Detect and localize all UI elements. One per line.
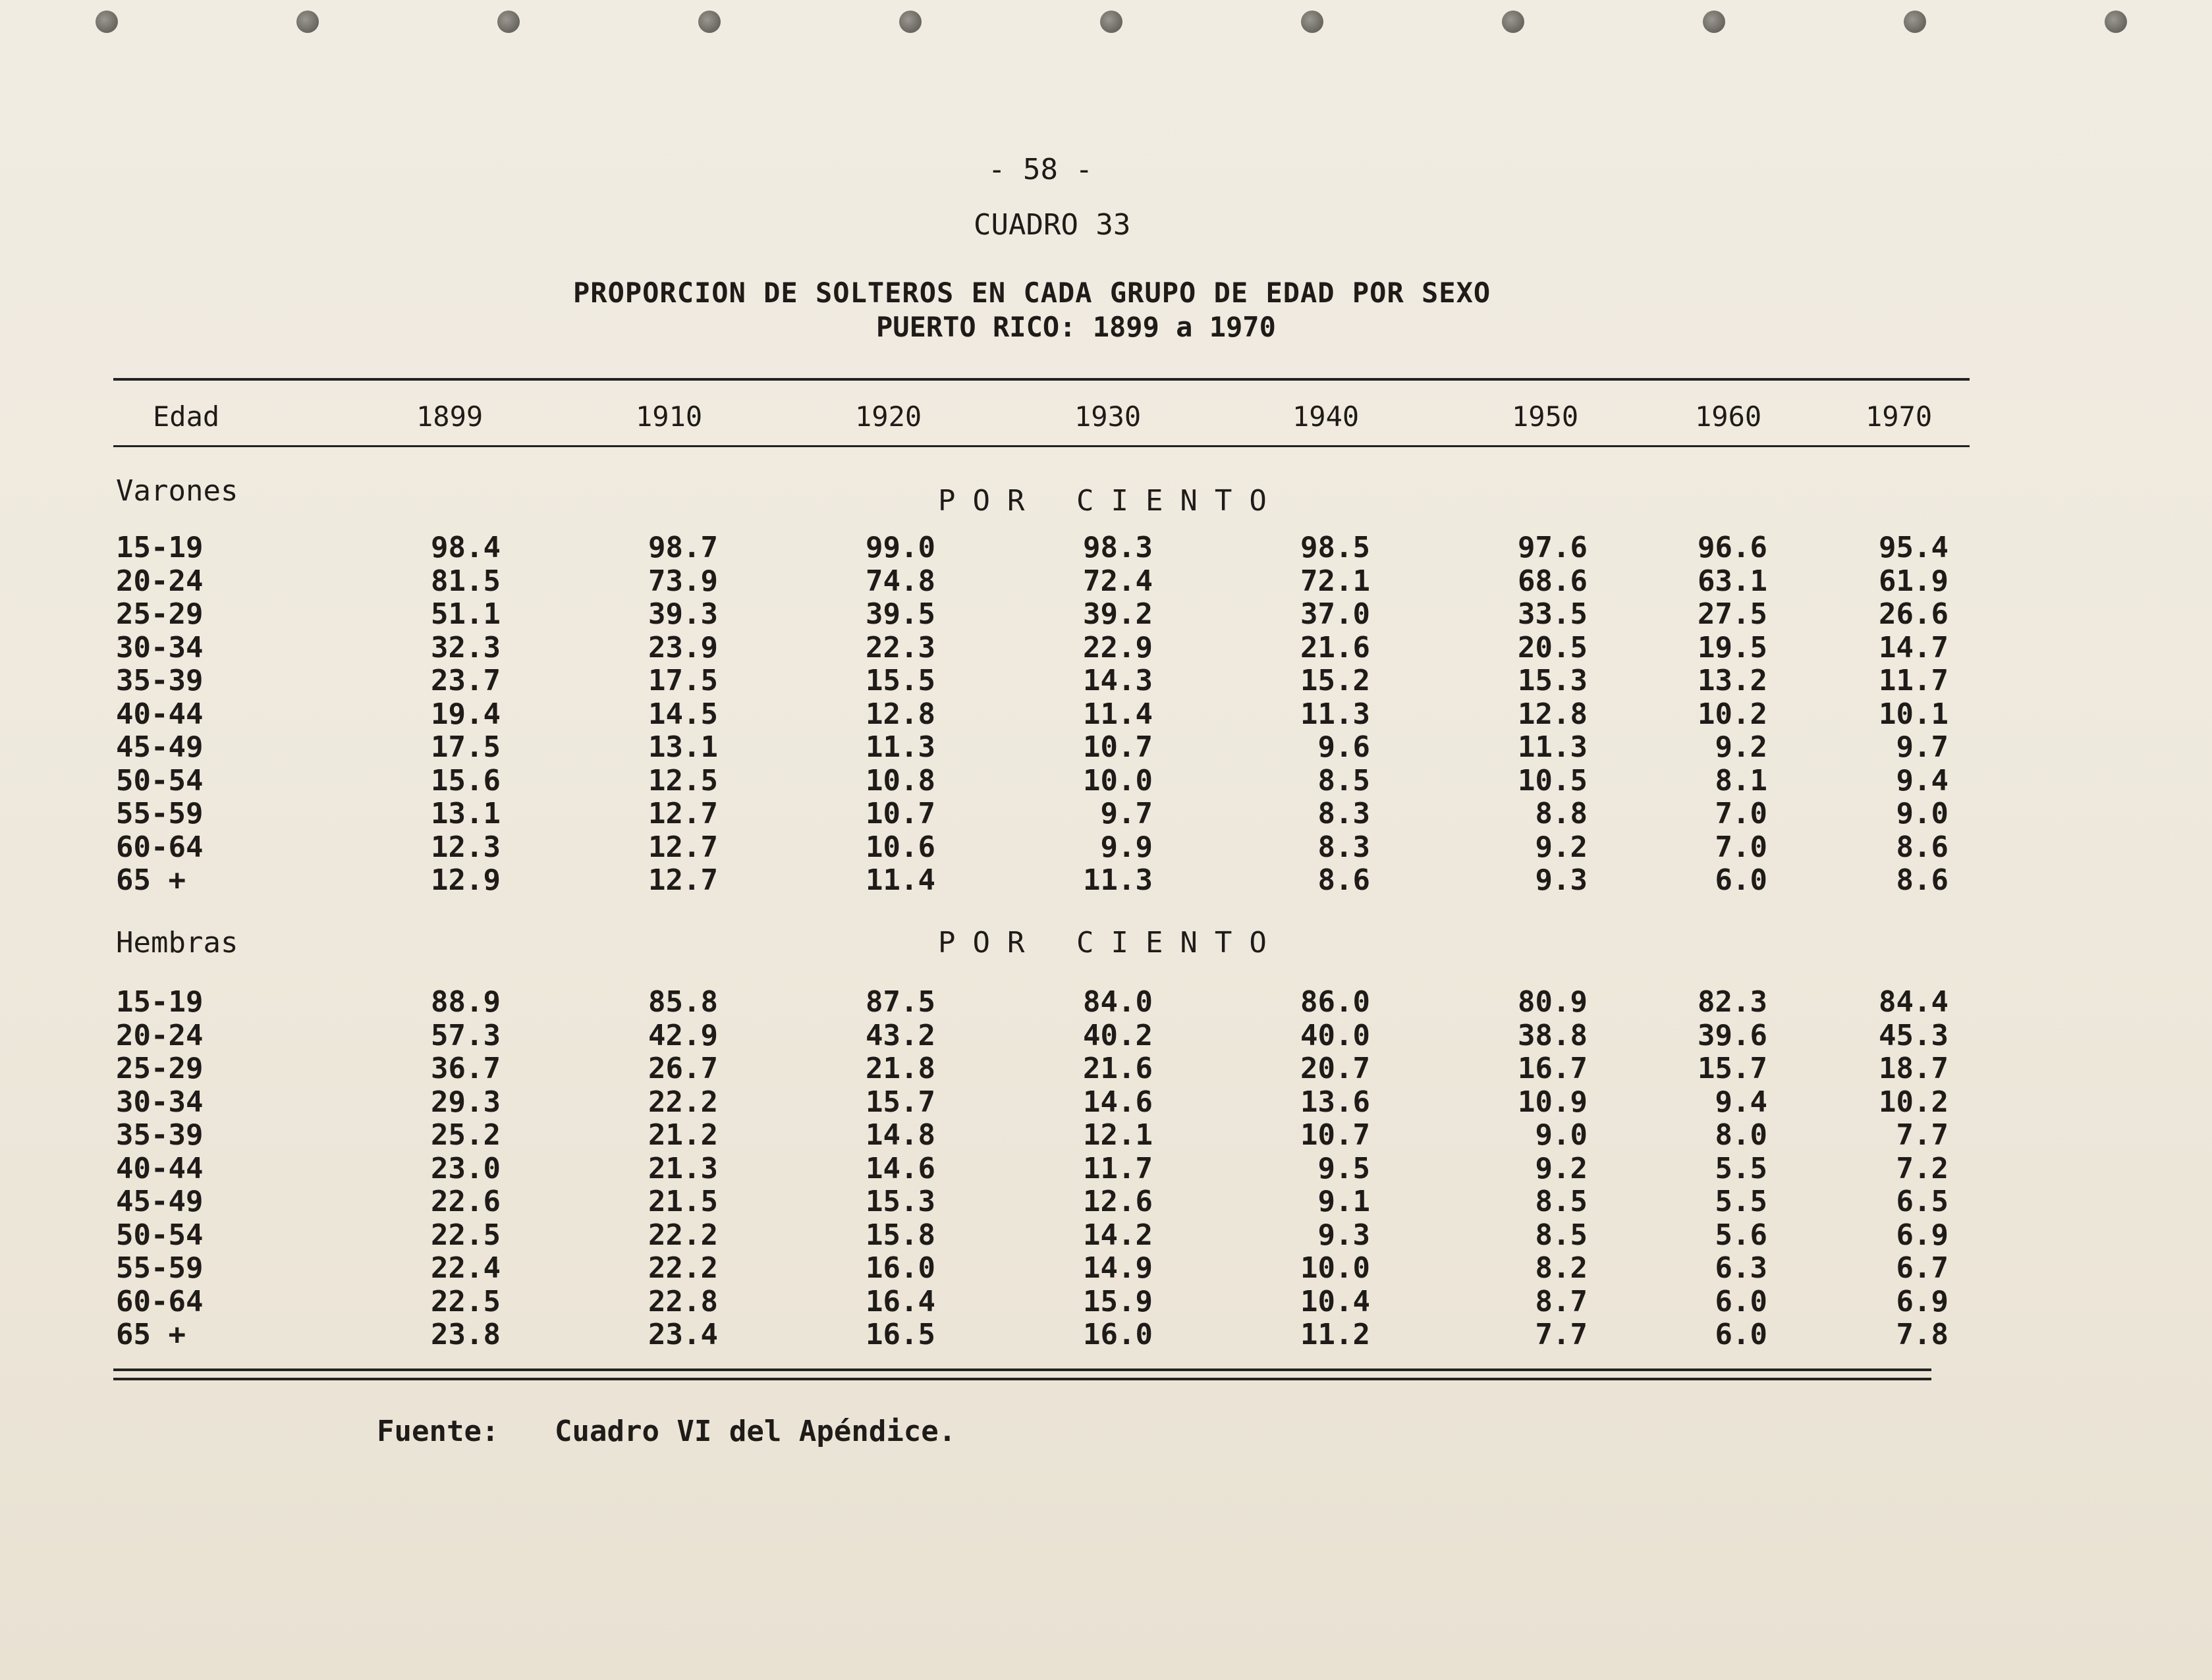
table-row <box>0 531 2212 564</box>
value-cell-1920: 14.6 <box>866 1151 935 1185</box>
value-cell-1960: 6.0 <box>1715 1318 1767 1351</box>
value-cell-1930: 12.1 <box>1083 1118 1153 1152</box>
value-cell-1940: 98.5 <box>1300 531 1370 564</box>
value-cell-1920: 87.5 <box>866 985 935 1019</box>
header-rule <box>113 445 1970 447</box>
value-cell-1960: 6.3 <box>1715 1251 1767 1285</box>
value-cell-1930: 21.6 <box>1083 1052 1153 1085</box>
value-cell-1940: 13.6 <box>1300 1085 1370 1119</box>
value-cell-1940: 9.1 <box>1317 1185 1370 1218</box>
table-subtitle: PUERTO RICO: 1899 a 1970 <box>876 311 1276 343</box>
age-group-cell: 20-24 <box>116 1018 204 1052</box>
value-cell-1930: 9.7 <box>1100 797 1153 830</box>
value-cell-1940: 9.5 <box>1317 1151 1370 1185</box>
value-cell-1910: 21.3 <box>648 1151 718 1185</box>
binder-holes <box>0 11 2212 37</box>
value-cell-1950: 11.3 <box>1518 730 1588 764</box>
value-cell-1910: 98.7 <box>648 531 718 564</box>
value-cell-1970: 95.4 <box>1879 531 1949 564</box>
value-cell-1899: 17.5 <box>431 730 501 764</box>
value-cell-1930: 14.9 <box>1083 1251 1153 1285</box>
value-cell-1910: 13.1 <box>648 730 718 764</box>
age-group-cell: 45-49 <box>116 730 204 764</box>
value-cell-1910: 12.5 <box>648 763 718 798</box>
value-cell-1950: 38.8 <box>1518 1018 1588 1052</box>
value-cell-1950: 9.3 <box>1535 863 1588 897</box>
value-cell-1970: 45.3 <box>1879 1018 1949 1052</box>
value-cell-1930: 14.6 <box>1083 1085 1153 1119</box>
age-group-cell: 45-49 <box>116 1185 204 1218</box>
value-cell-1950: 8.8 <box>1535 797 1588 830</box>
table-title: PROPORCION DE SOLTEROS EN CADA GRUPO DE EDAD POR SEXO <box>573 277 1491 309</box>
value-cell-1960: 5.5 <box>1715 1151 1767 1185</box>
value-cell-1910: 39.3 <box>648 597 718 631</box>
value-cell-1970: 8.6 <box>1896 830 1949 864</box>
value-cell-1970: 18.7 <box>1879 1052 1949 1085</box>
value-cell-1960: 10.2 <box>1698 697 1767 731</box>
value-cell-1940: 37.0 <box>1300 597 1370 631</box>
binder-hole <box>296 11 319 33</box>
value-cell-1960: 9.2 <box>1715 730 1767 764</box>
value-cell-1920: 10.8 <box>866 763 935 798</box>
value-cell-1930: 9.9 <box>1100 830 1153 864</box>
value-cell-1960: 7.0 <box>1715 797 1767 830</box>
value-cell-1910: 12.7 <box>648 863 718 897</box>
value-cell-1910: 22.2 <box>648 1251 718 1285</box>
value-cell-1970: 26.6 <box>1879 597 1949 631</box>
value-cell-1920: 11.3 <box>866 730 935 764</box>
value-cell-1960: 96.6 <box>1698 531 1767 564</box>
value-cell-1910: 23.4 <box>648 1318 718 1351</box>
table-row <box>0 1251 2212 1284</box>
value-cell-1940: 8.3 <box>1317 830 1370 864</box>
value-cell-1930: 12.6 <box>1083 1185 1153 1218</box>
value-cell-1940: 40.0 <box>1300 1018 1370 1052</box>
binder-hole <box>1703 11 1725 33</box>
age-group-cell: 55-59 <box>116 1251 204 1285</box>
value-cell-1920: 22.3 <box>866 630 935 664</box>
value-cell-1899: 12.3 <box>431 830 501 864</box>
value-cell-1940: 11.3 <box>1300 697 1370 731</box>
value-cell-1950: 9.0 <box>1535 1118 1588 1152</box>
value-cell-1950: 7.7 <box>1535 1318 1588 1351</box>
age-group-cell: 15-19 <box>116 985 204 1019</box>
value-cell-1899: 22.5 <box>431 1284 501 1318</box>
value-cell-1960: 6.0 <box>1715 1284 1767 1318</box>
value-cell-1930: 84.0 <box>1083 985 1153 1019</box>
value-cell-1899: 51.1 <box>431 597 501 631</box>
header-year-1930: 1930 <box>1074 400 1142 433</box>
value-cell-1960: 5.5 <box>1715 1185 1767 1218</box>
table-row <box>0 664 2212 697</box>
value-cell-1950: 8.7 <box>1535 1284 1588 1318</box>
value-cell-1970: 84.4 <box>1879 985 1949 1019</box>
value-cell-1940: 9.3 <box>1317 1218 1370 1252</box>
value-cell-1930: 10.7 <box>1083 730 1153 764</box>
value-cell-1950: 15.3 <box>1518 664 1588 697</box>
table-row <box>0 730 2212 763</box>
table-row <box>0 863 2212 896</box>
value-cell-1970: 9.7 <box>1896 730 1949 764</box>
age-group-cell: 30-34 <box>116 1085 204 1119</box>
value-cell-1899: 36.7 <box>431 1052 501 1085</box>
table-row <box>0 1185 2212 1218</box>
value-cell-1910: 22.8 <box>648 1284 718 1318</box>
value-cell-1910: 14.5 <box>648 697 718 731</box>
value-cell-1960: 15.7 <box>1698 1052 1767 1085</box>
value-cell-1899: 23.7 <box>431 664 501 697</box>
table-row <box>0 830 2212 863</box>
age-group-cell: 65 + <box>116 1318 186 1351</box>
value-cell-1940: 8.5 <box>1317 763 1370 798</box>
value-cell-1920: 10.6 <box>866 830 935 864</box>
value-cell-1950: 10.5 <box>1518 763 1588 798</box>
value-cell-1930: 39.2 <box>1083 597 1153 631</box>
value-cell-1960: 19.5 <box>1698 630 1767 664</box>
age-group-cell: 25-29 <box>116 597 204 631</box>
value-cell-1940: 15.2 <box>1300 664 1370 697</box>
bottom-rule-lower <box>113 1378 1931 1380</box>
section-label-varones: Varones <box>116 474 238 508</box>
header-year-1960: 1960 <box>1695 400 1762 433</box>
page-number: - 58 - <box>988 153 1093 186</box>
value-cell-1920: 16.5 <box>866 1318 935 1351</box>
value-cell-1899: 98.4 <box>431 531 501 564</box>
value-cell-1970: 6.7 <box>1896 1251 1949 1285</box>
value-cell-1960: 8.1 <box>1715 763 1767 798</box>
value-cell-1930: 40.2 <box>1083 1018 1153 1052</box>
header-year-1940: 1940 <box>1292 400 1360 433</box>
value-cell-1910: 17.5 <box>648 664 718 697</box>
value-cell-1920: 16.4 <box>866 1284 935 1318</box>
binder-hole <box>1100 11 1122 33</box>
table-row <box>0 764 2212 797</box>
value-cell-1960: 9.4 <box>1715 1085 1767 1119</box>
value-cell-1899: 29.3 <box>431 1085 501 1119</box>
value-cell-1950: 97.6 <box>1518 531 1588 564</box>
value-cell-1920: 12.8 <box>866 697 935 731</box>
value-cell-1899: 12.9 <box>431 863 501 897</box>
value-cell-1899: 32.3 <box>431 630 501 664</box>
value-cell-1970: 9.4 <box>1896 763 1949 798</box>
value-cell-1920: 74.8 <box>866 564 935 598</box>
value-cell-1970: 11.7 <box>1879 664 1949 697</box>
header-year-1910: 1910 <box>636 400 703 433</box>
table-row <box>0 985 2212 1018</box>
value-cell-1940: 86.0 <box>1300 985 1370 1019</box>
value-cell-1950: 8.2 <box>1535 1251 1588 1285</box>
age-group-cell: 60-64 <box>116 830 204 864</box>
binder-hole <box>1502 11 1524 33</box>
value-cell-1950: 9.2 <box>1535 1151 1588 1185</box>
age-group-cell: 40-44 <box>116 1151 204 1185</box>
value-cell-1960: 8.0 <box>1715 1118 1767 1152</box>
table-row <box>0 1118 2212 1151</box>
table-row <box>0 1318 2212 1351</box>
value-cell-1960: 5.6 <box>1715 1218 1767 1252</box>
value-cell-1940: 9.6 <box>1317 730 1370 764</box>
value-cell-1910: 23.9 <box>648 630 718 664</box>
table-row <box>0 564 2212 597</box>
value-cell-1950: 8.5 <box>1535 1185 1588 1218</box>
value-cell-1920: 43.2 <box>866 1018 935 1052</box>
unit-label-varones: POR CIENTO <box>938 484 1284 518</box>
value-cell-1960: 63.1 <box>1698 564 1767 598</box>
table-row <box>0 1218 2212 1251</box>
value-cell-1920: 16.0 <box>866 1251 935 1285</box>
table-row <box>0 1052 2212 1085</box>
binder-hole <box>2105 11 2127 33</box>
value-cell-1950: 80.9 <box>1518 985 1588 1019</box>
value-cell-1940: 11.2 <box>1300 1318 1370 1351</box>
value-cell-1930: 22.9 <box>1083 630 1153 664</box>
header-year-1899: 1899 <box>416 400 484 433</box>
header-age-label: Edad <box>153 400 220 433</box>
value-cell-1940: 72.1 <box>1300 564 1370 598</box>
value-cell-1970: 6.9 <box>1896 1218 1949 1252</box>
top-rule <box>113 378 1970 381</box>
value-cell-1930: 14.3 <box>1083 664 1153 697</box>
value-cell-1960: 82.3 <box>1698 985 1767 1019</box>
age-group-cell: 40-44 <box>116 697 204 731</box>
source-label: Fuente: <box>377 1415 499 1448</box>
age-group-cell: 60-64 <box>116 1284 204 1318</box>
value-cell-1930: 11.4 <box>1083 697 1153 731</box>
age-group-cell: 30-34 <box>116 630 204 664</box>
binder-hole <box>698 11 721 33</box>
value-cell-1970: 10.2 <box>1879 1085 1949 1119</box>
value-cell-1920: 15.8 <box>866 1218 935 1252</box>
age-group-cell: 50-54 <box>116 763 204 798</box>
value-cell-1899: 13.1 <box>431 797 501 830</box>
value-cell-1899: 81.5 <box>431 564 501 598</box>
value-cell-1910: 22.2 <box>648 1218 718 1252</box>
bottom-rule-upper <box>113 1368 1931 1371</box>
value-cell-1970: 6.5 <box>1896 1185 1949 1218</box>
value-cell-1950: 20.5 <box>1518 630 1588 664</box>
value-cell-1910: 21.2 <box>648 1118 718 1152</box>
value-cell-1970: 9.0 <box>1896 797 1949 830</box>
value-cell-1920: 11.4 <box>866 863 935 897</box>
value-cell-1930: 11.3 <box>1083 863 1153 897</box>
value-cell-1950: 8.5 <box>1535 1218 1588 1252</box>
value-cell-1950: 9.2 <box>1535 830 1588 864</box>
value-cell-1899: 22.6 <box>431 1185 501 1218</box>
value-cell-1940: 10.4 <box>1300 1284 1370 1318</box>
value-cell-1899: 23.0 <box>431 1151 501 1185</box>
value-cell-1940: 10.0 <box>1300 1251 1370 1285</box>
value-cell-1899: 19.4 <box>431 697 501 731</box>
value-cell-1940: 10.7 <box>1300 1118 1370 1152</box>
binder-hole <box>497 11 520 33</box>
value-cell-1910: 12.7 <box>648 797 718 830</box>
value-cell-1910: 73.9 <box>648 564 718 598</box>
value-cell-1899: 88.9 <box>431 985 501 1019</box>
value-cell-1910: 12.7 <box>648 830 718 864</box>
header-year-1950: 1950 <box>1512 400 1579 433</box>
value-cell-1910: 42.9 <box>648 1018 718 1052</box>
value-cell-1920: 15.7 <box>866 1085 935 1119</box>
value-cell-1920: 10.7 <box>866 797 935 830</box>
value-cell-1940: 21.6 <box>1300 630 1370 664</box>
value-cell-1940: 20.7 <box>1300 1052 1370 1085</box>
age-group-cell: 65 + <box>116 863 186 897</box>
value-cell-1960: 7.0 <box>1715 830 1767 864</box>
value-cell-1910: 26.7 <box>648 1052 718 1085</box>
value-cell-1910: 21.5 <box>648 1185 718 1218</box>
value-cell-1899: 25.2 <box>431 1118 501 1152</box>
age-group-cell: 20-24 <box>116 564 204 598</box>
age-group-cell: 50-54 <box>116 1218 204 1252</box>
binder-hole <box>1904 11 1926 33</box>
value-cell-1910: 85.8 <box>648 985 718 1019</box>
binder-hole <box>1301 11 1323 33</box>
value-cell-1970: 14.7 <box>1879 630 1949 664</box>
value-cell-1930: 16.0 <box>1083 1318 1153 1351</box>
value-cell-1920: 99.0 <box>866 531 935 564</box>
age-group-cell: 15-19 <box>116 531 204 564</box>
table-row <box>0 1285 2212 1318</box>
value-cell-1950: 68.6 <box>1518 564 1588 598</box>
age-group-cell: 35-39 <box>116 664 204 697</box>
unit-label-hembras: POR CIENTO <box>938 926 1284 960</box>
header-year-1970: 1970 <box>1866 400 1933 433</box>
value-cell-1950: 10.9 <box>1518 1085 1588 1119</box>
value-cell-1970: 10.1 <box>1879 697 1949 731</box>
age-group-cell: 35-39 <box>116 1118 204 1152</box>
table-row <box>0 1152 2212 1185</box>
value-cell-1960: 6.0 <box>1715 863 1767 897</box>
binder-hole <box>96 11 118 33</box>
value-cell-1970: 8.6 <box>1896 863 1949 897</box>
value-cell-1899: 57.3 <box>431 1018 501 1052</box>
value-cell-1920: 15.5 <box>866 664 935 697</box>
value-cell-1960: 27.5 <box>1698 597 1767 631</box>
value-cell-1970: 7.2 <box>1896 1151 1949 1185</box>
source-text: Cuadro VI del Apéndice. <box>555 1415 956 1448</box>
table-label: CUADRO 33 <box>974 208 1131 242</box>
table-row <box>0 797 2212 830</box>
value-cell-1970: 7.7 <box>1896 1118 1949 1152</box>
value-cell-1899: 22.4 <box>431 1251 501 1285</box>
section-label-hembras: Hembras <box>116 926 238 960</box>
age-group-cell: 25-29 <box>116 1052 204 1085</box>
value-cell-1940: 8.3 <box>1317 797 1370 830</box>
value-cell-1920: 39.5 <box>866 597 935 631</box>
value-cell-1899: 23.8 <box>431 1318 501 1351</box>
table-row <box>0 631 2212 664</box>
value-cell-1899: 15.6 <box>431 763 501 798</box>
value-cell-1930: 11.7 <box>1083 1151 1153 1185</box>
value-cell-1970: 6.9 <box>1896 1284 1949 1318</box>
value-cell-1920: 15.3 <box>866 1185 935 1218</box>
table-row <box>0 597 2212 630</box>
binder-hole <box>899 11 922 33</box>
value-cell-1930: 14.2 <box>1083 1218 1153 1252</box>
value-cell-1970: 7.8 <box>1896 1318 1949 1351</box>
age-group-cell: 55-59 <box>116 797 204 830</box>
value-cell-1960: 39.6 <box>1698 1018 1767 1052</box>
value-cell-1970: 61.9 <box>1879 564 1949 598</box>
value-cell-1899: 22.5 <box>431 1218 501 1252</box>
value-cell-1920: 14.8 <box>866 1118 935 1152</box>
value-cell-1930: 15.9 <box>1083 1284 1153 1318</box>
table-row <box>0 697 2212 730</box>
value-cell-1930: 10.0 <box>1083 763 1153 798</box>
value-cell-1930: 72.4 <box>1083 564 1153 598</box>
value-cell-1950: 12.8 <box>1518 697 1588 731</box>
table-row <box>0 1019 2212 1052</box>
table-row <box>0 1085 2212 1118</box>
header-year-1920: 1920 <box>855 400 922 433</box>
value-cell-1940: 8.6 <box>1317 863 1370 897</box>
value-cell-1950: 16.7 <box>1518 1052 1588 1085</box>
value-cell-1950: 33.5 <box>1518 597 1588 631</box>
value-cell-1920: 21.8 <box>866 1052 935 1085</box>
value-cell-1930: 98.3 <box>1083 531 1153 564</box>
value-cell-1910: 22.2 <box>648 1085 718 1119</box>
value-cell-1960: 13.2 <box>1698 664 1767 697</box>
